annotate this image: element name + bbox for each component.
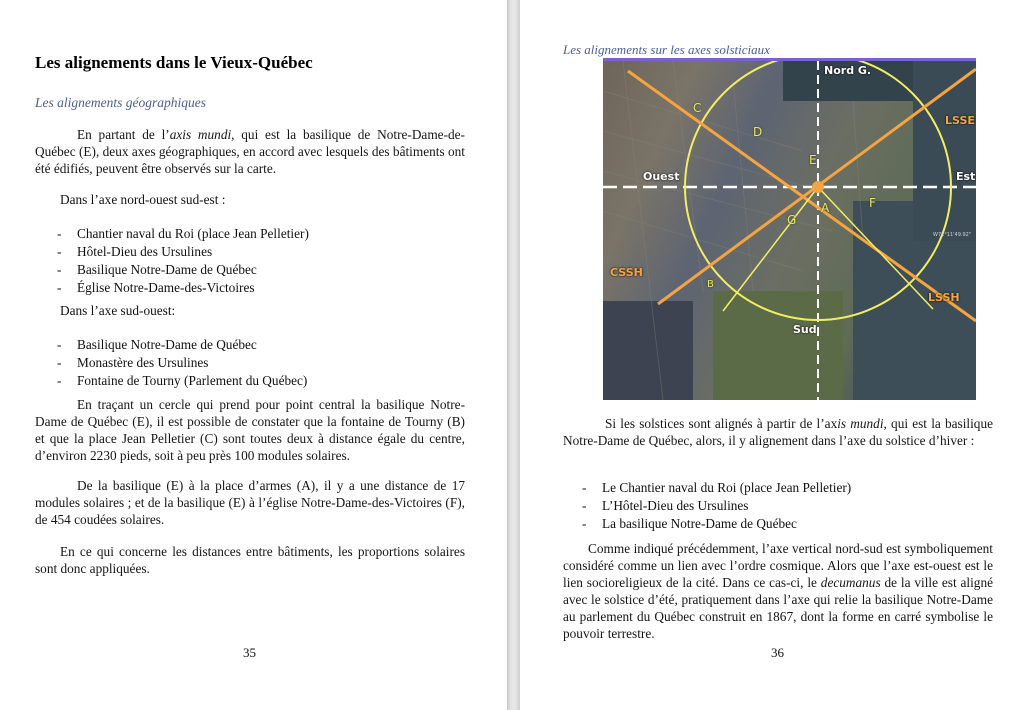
winter-solstice-list bbox=[582, 479, 851, 533]
dash-bullet: - bbox=[582, 516, 587, 531]
dash-bullet: - bbox=[582, 480, 587, 495]
map-marker-a: A bbox=[821, 201, 830, 215]
dash-bullet: - bbox=[57, 280, 62, 295]
page-number: 36 bbox=[771, 645, 784, 660]
dash-bullet: - bbox=[57, 226, 62, 241]
solstice-paragraph bbox=[563, 415, 993, 449]
list-item bbox=[582, 497, 851, 515]
map-marker-f: F bbox=[869, 196, 876, 210]
page-gutter-divider bbox=[507, 0, 520, 710]
axis-sw-label: Dans l’axe sud-ouest: bbox=[60, 303, 176, 318]
list-item bbox=[582, 479, 851, 497]
list-item bbox=[57, 372, 307, 390]
list-item-text: Monastère des Ursulines bbox=[77, 355, 209, 370]
chapter-title: Les alignements dans le Vieux-Québec bbox=[35, 53, 313, 72]
map-marker-d: D bbox=[753, 125, 763, 139]
map-label-lsse: LSSE bbox=[945, 114, 975, 127]
cosmic-text-italic: decumanus bbox=[820, 575, 881, 590]
map-label-lssh: LSSH bbox=[928, 291, 960, 304]
map-coordinates: W71°11'49.92" bbox=[933, 232, 972, 238]
conclusion-paragraph: En ce qui concerne les distances entre bâtiments, les proportions solaires sont donc appliquées. bbox=[35, 544, 465, 576]
section-subheading: Les alignements géographiques bbox=[35, 95, 206, 110]
list-item bbox=[57, 354, 307, 372]
distances-paragraph: De la basilique (E) à la place d’armes (A), il y a une distance de 17 modules solaires ; et de la basilique (E) à l’église Notre-Dame-des-Victoires (F), de 454 coudées solaires. bbox=[35, 478, 465, 527]
circle-paragraph: En traçant un cercle qui prend pour point central la basilique Notre-Dame de Québec (E), il est possible de constater que la fontaine de Tourny (B) et que la place Jean Pelletier (C) sont toutes deux à distance égale du centre, d’environ 2230 pieds, soit à peu près 100 modules solaires. bbox=[35, 397, 465, 463]
section-subheading: Les alignements sur les axes solsticiaux bbox=[563, 42, 770, 57]
dash-bullet: - bbox=[57, 373, 62, 388]
map-label-cssh: CSSH bbox=[610, 266, 643, 279]
map-overlay-graphics bbox=[603, 61, 976, 400]
map-marker-c: C bbox=[693, 101, 702, 115]
list-item bbox=[582, 515, 851, 533]
list-item bbox=[57, 336, 307, 354]
list-item-text: Chantier naval du Roi (place Jean Pelletier) bbox=[77, 226, 309, 241]
intro-text-italic: axis mundi bbox=[169, 127, 232, 142]
list-item bbox=[57, 279, 309, 297]
intro-text-pre: En partant de l’ bbox=[77, 127, 170, 142]
solstice-text-pre: Si les solstices sont alignés à partir de l’ax bbox=[605, 416, 838, 431]
solstice-axes-map bbox=[603, 58, 976, 400]
dash-bullet: - bbox=[57, 337, 62, 352]
list-item-text: Basilique Notre-Dame de Québec bbox=[77, 262, 257, 277]
list-item-text: La basilique Notre-Dame de Québec bbox=[602, 516, 797, 531]
axis-nw-se-list bbox=[57, 225, 309, 297]
list-item-text: L’Hôtel-Dieu des Ursulines bbox=[602, 498, 749, 513]
right-page bbox=[520, 0, 1025, 710]
left-page bbox=[0, 0, 507, 710]
map-label-west: Ouest bbox=[643, 170, 680, 183]
map-marker-g: G bbox=[787, 213, 797, 227]
solstice-text-italic: is mundi bbox=[837, 416, 884, 431]
list-item bbox=[57, 243, 309, 261]
map-marker-e: E bbox=[809, 153, 817, 167]
page-number: 35 bbox=[243, 645, 256, 660]
list-item-text: Basilique Notre-Dame de Québec bbox=[77, 337, 257, 352]
map-label-east: Est bbox=[956, 170, 976, 183]
intro-text-post: , qui est la basilique de Notre-Dame-de-Québec (E), deux axes géographiques, en accord avec lesquels des bâtiments ont été édifiés, peuvent être observés sur la carte. bbox=[35, 127, 465, 176]
axis-sw-list bbox=[57, 336, 307, 390]
cosmic-order-paragraph bbox=[563, 540, 993, 642]
map-label-south: Sud bbox=[793, 323, 817, 336]
dash-bullet: - bbox=[57, 244, 62, 259]
list-item-text: Église Notre-Dame-des-Victoires bbox=[77, 280, 255, 295]
list-item-text: Hôtel-Dieu des Ursulines bbox=[77, 244, 213, 259]
dash-bullet: - bbox=[582, 498, 587, 513]
list-item-text: Fontaine de Tourny (Parlement du Québec) bbox=[77, 373, 308, 388]
map-label-north: Nord G. bbox=[824, 64, 872, 77]
dash-bullet: - bbox=[57, 262, 62, 277]
list-item bbox=[57, 261, 309, 279]
intro-paragraph bbox=[35, 126, 465, 177]
map-marker-b: B bbox=[707, 279, 714, 290]
axis-nw-se-label: Dans l’axe nord-ouest sud-est : bbox=[60, 192, 226, 207]
list-item-text: Le Chantier naval du Roi (place Jean Pelletier) bbox=[602, 480, 852, 495]
dash-bullet: - bbox=[57, 355, 62, 370]
cosmic-text-part1: Comme indiqué précédemment, l’axe vertical nord-sud est symboliquement considéré comme un lien avec l’ordre cosmique. Alors que l’axe est-ouest est le lien socioreligieux de la cité. Dans ce cas-ci, le bbox=[563, 541, 993, 590]
solstice-text-post: , qui est la basilique Notre-Dame de Québec, alors, il y alignement dans l’axe du solstice d’hiver : bbox=[563, 416, 993, 448]
list-item bbox=[57, 225, 309, 243]
cosmic-text-part2: de la ville est aligné avec le solstice d’été, pratiquement dans l’axe qui relie la basilique Notre-Dame au parlement du Québec construit en 1867, dont la forme en carré symbolise le pouvoir terrestre. bbox=[563, 575, 993, 641]
